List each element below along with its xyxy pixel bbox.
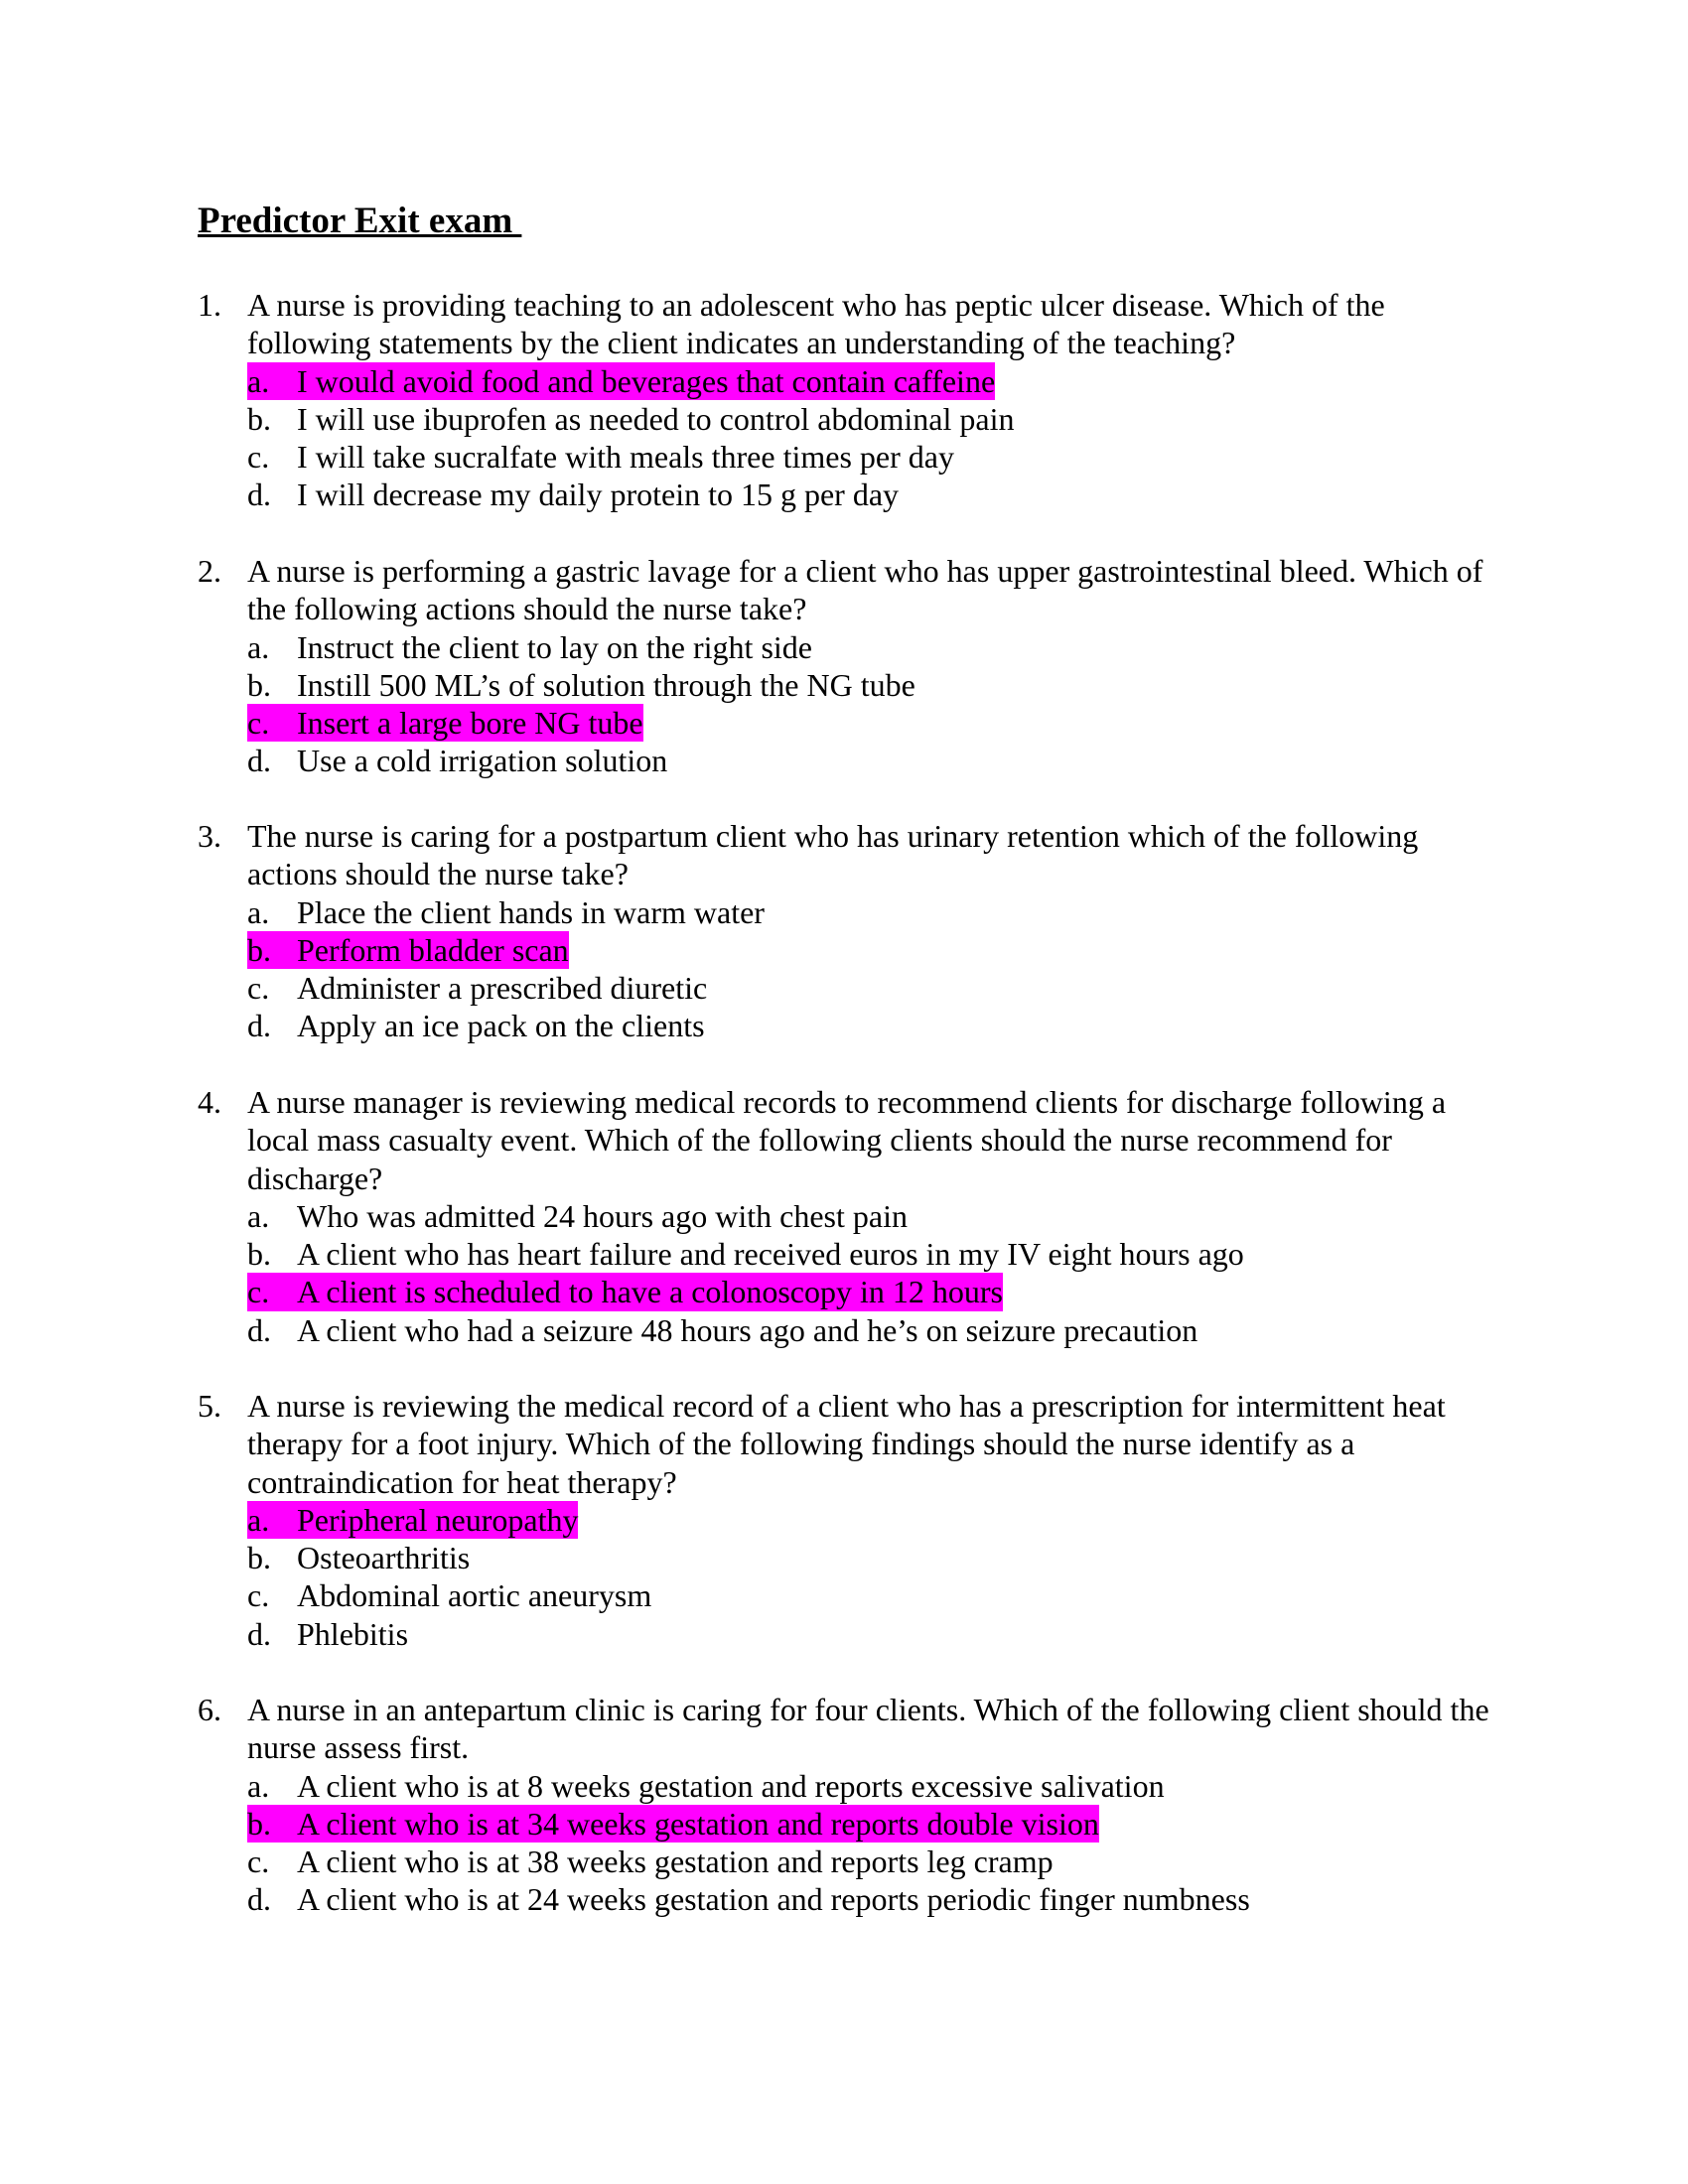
option-letter: a. [247,1197,270,1234]
option-text: Who was admitted 24 hours ago with chest pain [297,1197,908,1234]
option-letter: d. [247,1881,271,1918]
option-text: Instruct the client to lay on the right side [297,628,812,665]
option-d [247,476,1508,513]
question-6 [198,1691,1508,1919]
option-letter: b. [247,1236,271,1273]
option-letter: c. [247,705,270,742]
option-letter: c. [247,1274,270,1310]
question-text: A nurse is providing teaching to an adolescent who has peptic ulcer disease. Which of the following statements by the client indicates an understanding of the teaching? [247,287,1385,361]
option-text: Apply an ice pack on the clients [297,1008,705,1044]
option-text: A client who is at 24 weeks gestation and reports periodic finger numbness [297,1881,1250,1918]
question-number: 6. [198,1692,221,1727]
question-number: 3. [198,818,221,854]
option-text: Peripheral neuropathy [297,1501,579,1538]
option-text: Use a cold irrigation solution [297,743,668,779]
option-letter: b. [247,1540,271,1576]
option-letter: b. [247,666,271,703]
option-letter: a. [247,362,270,399]
option-letter: c. [247,1843,270,1880]
option-text: Abdominal aortic aneurysm [297,1577,652,1614]
option-letter: c. [247,970,270,1007]
option-letter: a. [247,1501,270,1538]
option-text: A client who has heart failure and received euros in my IV eight hours ago [297,1236,1244,1273]
question-number: 5. [198,1388,221,1424]
option-c [247,704,1508,742]
option-c [247,1273,1508,1310]
option-text: A client who is at 8 weeks gestation and reports excessive salivation [297,1767,1165,1804]
option-text: Perform bladder scan [297,931,569,968]
option-letter: d. [247,743,271,779]
option-letter: a. [247,893,270,930]
option-text: A client who is at 38 weeks gestation and reports leg cramp [297,1843,1054,1880]
option-letter: c. [247,1577,270,1614]
option-text: A client who is at 34 weeks gestation and reports double vision [297,1805,1099,1842]
question-text: A nurse is reviewing the medical record of a client who has a prescription for intermittent heat therapy for a foot injury. Which of the following findings should the nurse identify as a contraindication for heat therapy? [247,1388,1446,1500]
option-letter: b. [247,1805,271,1842]
option-d [247,1311,1508,1349]
option-c [247,438,1508,476]
option-letter: b. [247,931,271,968]
question-number: 4. [198,1084,221,1120]
option-d [247,1615,1508,1653]
option-text: I will take sucralfate with meals three times per day [297,439,954,476]
option-text: I will decrease my daily protein to 15 g per day [297,477,900,513]
option-letter: a. [247,1767,270,1804]
option-letter: d. [247,1311,271,1348]
option-letter: b. [247,400,271,437]
question-4 [198,1083,1508,1349]
option-b [247,931,1508,969]
option-c [247,1843,1508,1880]
option-d [247,1007,1508,1044]
option-text: Insert a large bore NG tube [297,705,643,742]
question-number: 1. [198,287,221,323]
page-title: Predictor Exit exam [198,201,522,241]
option-a [247,1501,1508,1539]
option-text: Place the client hands in warm water [297,893,765,930]
question-text: A nurse manager is reviewing medical records to recommend clients for discharge following a local mass casualty event. Which of the following clients should the nurse recommend for discharge? [247,1084,1447,1196]
option-a [247,1197,1508,1235]
option-text: A client is scheduled to have a colonoscopy in 12 hours [297,1274,1003,1310]
question-3 [198,817,1508,1045]
option-b [247,1235,1508,1273]
option-a [247,628,1508,666]
question-text: A nurse is performing a gastric lavage for a client who has upper gastrointestinal bleed. Which of the following actions should the nurse take? [247,553,1483,627]
option-text: I would avoid food and beverages that contain caffeine [297,362,996,399]
option-text: Phlebitis [297,1615,409,1652]
option-a [247,362,1508,400]
option-letter: d. [247,1008,271,1044]
option-b [247,400,1508,438]
question-2 [198,552,1508,780]
question-text: The nurse is caring for a postpartum client who has urinary retention which of the following actions should the nurse take? [247,818,1419,892]
option-text: A client who had a seizure 48 hours ago and he’s on seizure precaution [297,1311,1198,1348]
option-letter: d. [247,477,271,513]
question-text: A nurse in an antepartum clinic is caring for four clients. Which of the following client should the nurse assess first. [247,1692,1489,1766]
option-text: Osteoarthritis [297,1540,471,1576]
option-a [247,893,1508,931]
option-d [247,742,1508,779]
option-a [247,1767,1508,1805]
option-b [247,666,1508,704]
option-letter: c. [247,439,270,476]
option-letter: a. [247,628,270,665]
option-b [247,1805,1508,1843]
option-text: Administer a prescribed diuretic [297,970,708,1007]
option-c [247,969,1508,1007]
option-letter: d. [247,1615,271,1652]
question-5 [198,1387,1508,1653]
option-c [247,1576,1508,1614]
option-b [247,1539,1508,1576]
option-text: Instill 500 ML’s of solution through the NG tube [297,666,915,703]
question-number: 2. [198,553,221,589]
question-1 [198,286,1508,514]
option-text: I will use ibuprofen as needed to control abdominal pain [297,400,1015,437]
option-d [247,1880,1508,1918]
